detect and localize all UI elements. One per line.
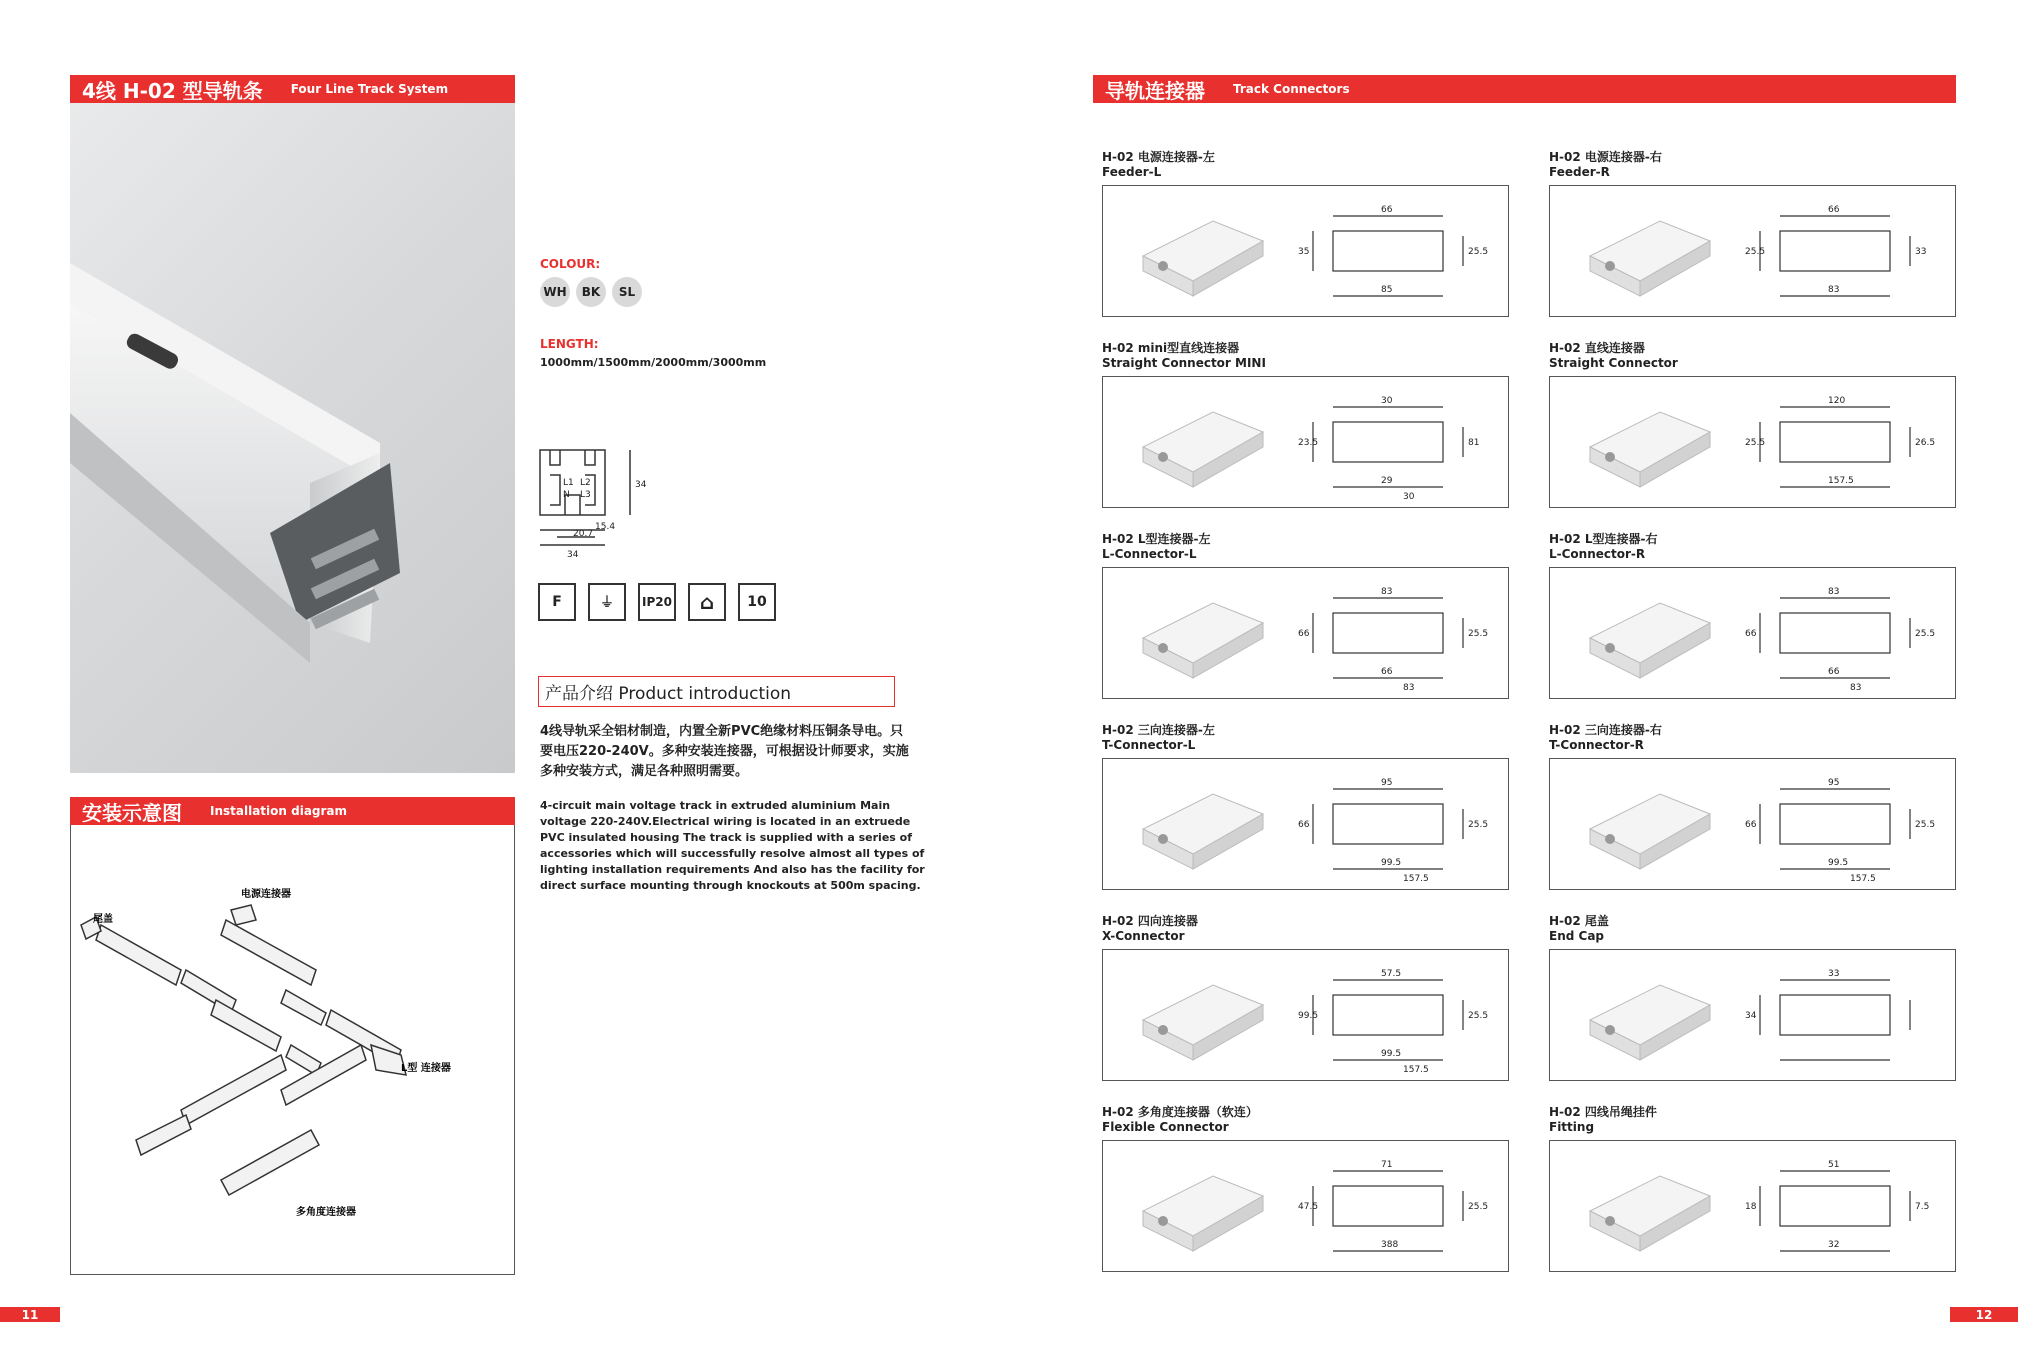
connector-name-zh: H-02 尾盖	[1549, 914, 1609, 928]
profile-dim-c: 34	[567, 550, 579, 560]
dimension-label: 25.5	[1745, 247, 1766, 257]
profile-dim-b: 20.7	[573, 529, 594, 539]
connector-technical-drawing	[1760, 216, 1910, 296]
dimension-label: 35	[1298, 247, 1310, 257]
connector-name-en: Flexible Connector	[1102, 1120, 1229, 1134]
connector-name-zh: H-02 四线吊绳挂件	[1549, 1105, 1657, 1119]
length-value: 1000mm/1500mm/2000mm/3000mm	[540, 356, 767, 369]
indoor-icon: ⌂	[688, 583, 726, 621]
connector-drawing-box	[1102, 758, 1509, 890]
dimension-label: 34	[1745, 1011, 1757, 1021]
connector-photo	[1143, 221, 1263, 296]
dimension-label: 120	[1828, 396, 1846, 406]
connector-drawing-box	[1549, 758, 1956, 890]
dimension-label: 25.5	[1915, 629, 1936, 639]
f-mark-icon: F	[538, 583, 576, 621]
connector-title	[1102, 530, 1211, 561]
connector-drawing-box	[1102, 185, 1509, 317]
dimension-label: 32	[1828, 1240, 1840, 1250]
dimension-label: 26.5	[1915, 438, 1936, 448]
left-header-bar	[70, 75, 515, 103]
connector-title	[1549, 721, 1662, 752]
track-photo	[70, 103, 515, 773]
connector-name-zh: H-02 三向连接器-右	[1549, 723, 1662, 737]
dimension-label: 99.5	[1381, 858, 1402, 868]
connector-title	[1549, 339, 1678, 370]
colour-label: COLOUR:	[540, 257, 601, 271]
page-number-left: 11	[0, 1307, 60, 1322]
dimension-label: 18	[1745, 1202, 1757, 1212]
dimension-label: 30	[1381, 396, 1393, 406]
install-header-subtitle: Installation diagram	[210, 804, 348, 818]
connector-name-en: T-Connector-L	[1102, 738, 1196, 752]
dimension-label: 83	[1403, 683, 1415, 693]
dimension-label: 66	[1381, 205, 1393, 215]
connector-name-en: End Cap	[1549, 929, 1605, 943]
connector-technical-drawing	[1760, 980, 1910, 1060]
connector-drawing-box	[1549, 949, 1956, 1081]
connector-photo	[1143, 794, 1263, 869]
label-l-connector: L型 连接器	[401, 1063, 451, 1074]
connector-name-en: L-Connector-L	[1102, 547, 1197, 561]
left-header-subtitle: Four Line Track System	[290, 82, 449, 96]
dimension-label: 66	[1828, 667, 1840, 677]
connector-name-zh: H-02 直线连接器	[1549, 341, 1645, 355]
right-header-bar	[1093, 75, 1956, 103]
dimension-label: 99.5	[1298, 1011, 1319, 1021]
install-diagram-box	[70, 825, 515, 1275]
dimension-label: 157.5	[1403, 874, 1429, 884]
dimension-label: 157.5	[1850, 874, 1876, 884]
install-header-bar	[70, 797, 515, 825]
connector-title	[1102, 1103, 1258, 1134]
connector-name-zh: H-02 L型连接器-右	[1549, 532, 1658, 546]
dimension-label: 66	[1381, 667, 1393, 677]
intro-title: 产品介绍 Product introduction	[538, 676, 895, 707]
dimension-label: 85	[1381, 285, 1393, 295]
dimension-label: 81	[1468, 438, 1480, 448]
connector-name-en: Feeder-R	[1549, 165, 1610, 179]
profile-cross-section	[535, 445, 650, 565]
connector-technical-drawing	[1760, 598, 1910, 678]
dimension-label: 66	[1745, 820, 1757, 830]
connector-name-en: X-Connector	[1102, 929, 1185, 943]
dimension-label: 25.5	[1468, 629, 1489, 639]
dimension-label: 99.5	[1828, 858, 1849, 868]
dimension-label: 71	[1381, 1160, 1393, 1170]
ground-icon: ⏚	[588, 583, 626, 621]
dimension-label: 83	[1381, 587, 1393, 597]
dimension-label: 157.5	[1403, 1065, 1429, 1075]
connector-photo	[1590, 1176, 1710, 1251]
connector-title	[1549, 530, 1658, 561]
connector-name-zh: H-02 多角度连接器（软连）	[1102, 1105, 1258, 1119]
dimension-label: 25.5	[1468, 247, 1489, 257]
profile-n: N	[563, 490, 570, 500]
label-flex-connector: 多角度连接器	[296, 1207, 356, 1218]
connector-photo	[1143, 1176, 1263, 1251]
ip20-icon: IP20	[638, 583, 676, 621]
connector-name-en: Straight Connector MINI	[1102, 356, 1266, 370]
profile-height: 34	[635, 480, 647, 490]
swatch-sl[interactable]: SL	[612, 277, 642, 307]
dimension-label: 51	[1828, 1160, 1840, 1170]
dimension-label: 95	[1828, 778, 1840, 788]
installation-diagram	[71, 825, 516, 1275]
connector-photo	[1590, 412, 1710, 487]
connector-drawing-box	[1549, 376, 1956, 508]
connector-name-zh: H-02 电源连接器-左	[1102, 150, 1215, 164]
connector-technical-drawing	[1313, 1171, 1463, 1251]
dimension-label: 66	[1745, 629, 1757, 639]
page-number-right: 12	[1950, 1307, 2018, 1322]
connector-name-zh: H-02 电源连接器-右	[1549, 150, 1662, 164]
connector-photo	[1590, 794, 1710, 869]
connector-title	[1102, 721, 1215, 752]
profile-l2: L2	[580, 478, 591, 488]
connector-drawing-box	[1102, 1140, 1509, 1272]
connector-technical-drawing	[1313, 407, 1463, 487]
left-header-title: 4线 H-02 型导轨条	[82, 78, 263, 103]
dimension-label: 388	[1381, 1240, 1399, 1250]
connector-title	[1549, 912, 1609, 943]
ten-icon: 10	[738, 583, 776, 621]
connector-drawing-box	[1102, 949, 1509, 1081]
dimension-label: 66	[1298, 629, 1310, 639]
connector-name-en: Fitting	[1549, 1120, 1595, 1134]
dimension-label: 25.5	[1745, 438, 1766, 448]
right-header-title: 导轨连接器	[1105, 78, 1205, 103]
length-label: LENGTH:	[540, 337, 599, 351]
intro-text-en: 4-circuit main voltage track in extruded aluminium Main voltage 220-240V.Electrical wiring is located in an extruede PVC insulated housing The track is supplied with a series of accessories which will successfully resolve almost all types of lighting installation requirements And also has the facility for direct surface mounting through knockouts at 500m spacing.	[540, 799, 925, 892]
connector-photo	[1590, 221, 1710, 296]
connector-drawing-box	[1102, 567, 1509, 699]
dimension-label: 7.5	[1915, 1202, 1930, 1212]
intro-text-zh: 4线导轨采全铝材制造，内置全新PVC绝缘材料压铜条导电。只要电压220-240V。多种安装连接器，可根据设计师要求，实施多种安装方式，满足各种照明需要。	[540, 724, 909, 779]
connector-drawing-box	[1549, 1140, 1956, 1272]
dimension-label: 66	[1828, 205, 1840, 215]
connector-technical-drawing	[1313, 216, 1463, 296]
swatch-wh[interactable]: WH	[540, 277, 570, 307]
connector-name-zh: H-02 四向连接器	[1102, 914, 1198, 928]
dimension-label: 83	[1828, 285, 1840, 295]
connector-technical-drawing	[1760, 1171, 1910, 1251]
profile-l1: L1	[563, 478, 574, 488]
dimension-label: 66	[1298, 820, 1310, 830]
connector-name-en: Feeder-L	[1102, 165, 1162, 179]
connector-technical-drawing	[1313, 598, 1463, 678]
connector-photo	[1143, 603, 1263, 678]
connector-name-en: Straight Connector	[1549, 356, 1678, 370]
connector-title	[1102, 912, 1198, 943]
connector-title	[1102, 148, 1215, 179]
connector-drawing-box	[1549, 185, 1956, 317]
right-header-subtitle: Track Connectors	[1233, 82, 1350, 96]
swatch-bk[interactable]: BK	[576, 277, 606, 307]
dimension-label: 83	[1828, 587, 1840, 597]
profile-l3: L3	[580, 490, 591, 500]
dimension-label: 23.5	[1298, 438, 1319, 448]
install-header-title: 安装示意图	[82, 800, 182, 825]
track-rail-illustration	[70, 103, 515, 773]
connector-photo	[1143, 985, 1263, 1060]
dimension-label: 47.5	[1298, 1202, 1319, 1212]
connector-technical-drawing	[1313, 980, 1463, 1060]
dimension-label: 25.5	[1915, 820, 1936, 830]
connector-photo	[1143, 412, 1263, 487]
connector-title	[1102, 339, 1266, 370]
connector-drawing-box	[1549, 567, 1956, 699]
dimension-label: 33	[1828, 969, 1840, 979]
connector-technical-drawing	[1760, 407, 1910, 487]
dimension-label: 29	[1381, 476, 1393, 486]
label-endcap: 尾盖	[93, 914, 113, 925]
connector-name-zh: H-02 mini型直线连接器	[1102, 341, 1240, 355]
connector-name-en: T-Connector-R	[1549, 738, 1644, 752]
dimension-label: 83	[1850, 683, 1862, 693]
connector-technical-drawing	[1760, 789, 1910, 869]
connector-name-zh: H-02 L型连接器-左	[1102, 532, 1211, 546]
dimension-label: 30	[1403, 492, 1415, 502]
cert-icons	[538, 583, 788, 621]
connector-photo	[1590, 603, 1710, 678]
label-feeder: 电源连接器	[241, 889, 291, 900]
connector-technical-drawing	[1313, 789, 1463, 869]
dimension-label: 25.5	[1468, 820, 1489, 830]
connector-drawing-box	[1102, 376, 1509, 508]
connector-title	[1549, 1103, 1657, 1134]
dimension-label: 95	[1381, 778, 1393, 788]
dimension-label: 25.5	[1468, 1202, 1489, 1212]
profile-dim-a: 15.4	[595, 522, 616, 532]
connector-name-zh: H-02 三向连接器-左	[1102, 723, 1215, 737]
dimension-label: 25.5	[1468, 1011, 1489, 1021]
dimension-label: 157.5	[1828, 476, 1854, 486]
connector-name-en: L-Connector-R	[1549, 547, 1646, 561]
colour-swatches	[540, 277, 648, 307]
dimension-label: 33	[1915, 247, 1927, 257]
connector-title	[1549, 148, 1662, 179]
dimension-label: 99.5	[1381, 1049, 1402, 1059]
connector-photo	[1590, 985, 1710, 1060]
dimension-label: 57.5	[1381, 969, 1402, 979]
